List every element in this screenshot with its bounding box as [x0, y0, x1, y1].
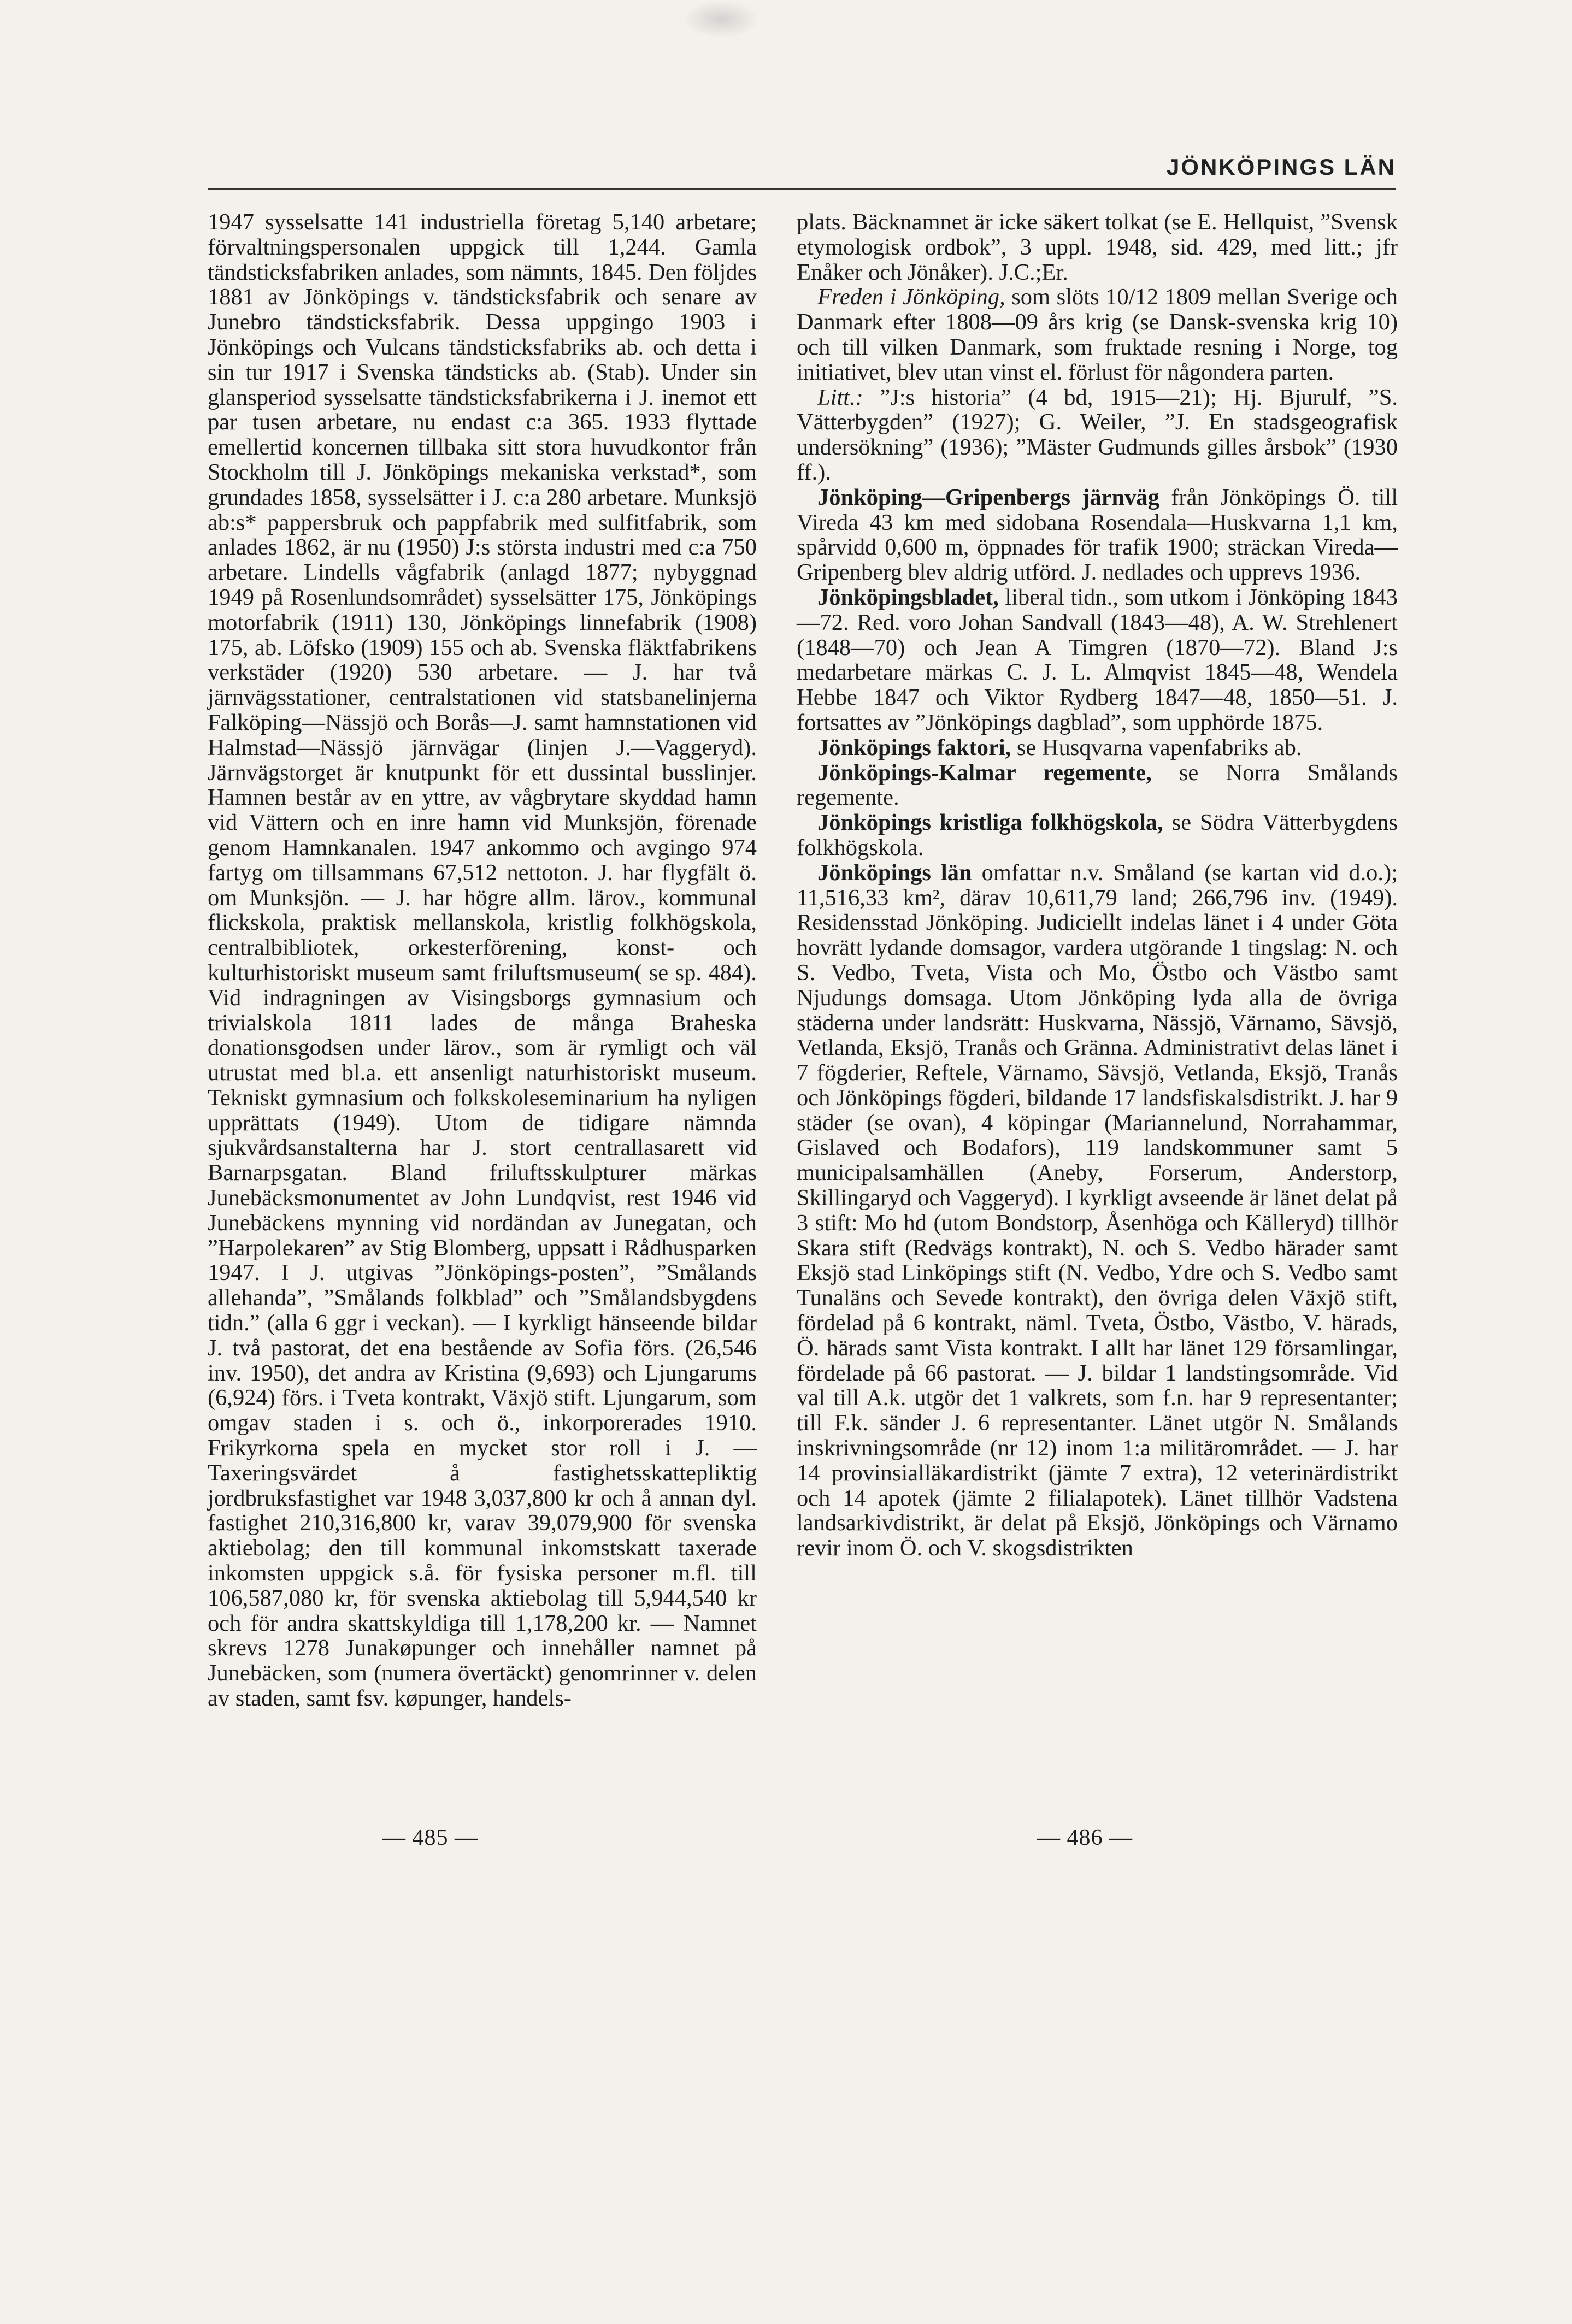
entry-term: Jönköpings kristliga folkhögskola, — [817, 810, 1163, 836]
entry-faktori — [797, 735, 1398, 760]
freden-text: som slöts 10/12 1809 mellan Sverige och Danmark efter 1808—09 års krig (se Dansk-svenska krig 10) och till vilken Danmark, som fruktade resning i Norge, tog initiativet, blev utan vinst el. förlust för någondera parten. — [797, 284, 1398, 385]
freden-paragraph — [797, 285, 1398, 385]
entry-text: omfattar n.v. Småland (se kartan vid d.o.); 11,516,33 km², därav 10,611,79 land; 266,796 inv. (1949). Residensstad Jönköping. Judiciellt indelas länet i 4 under Göta hovrätt lydande domsagor, vardera utgörande 1 tingslag: N. och S. Vedbo, Tveta, Vista och Mo, Östbo och Västbo samt Njudungs domsaga. Utom Jönköping lyda alla de övriga städerna under landsrätt: Huskvarna, Nässjö, Värnamo, Sävsjö, Vetlanda, Eksjö, Tranås och Gränna. Administrativt delas länet i 7 fögderier, Reftele, Värnamo, Sävsjö, Vetlanda, Eksjö, Tranås och Jönköpings fögderi, bildande 17 landsfiskalsdistrikt. J. har 9 städer (se ovan), 4 köpingar (Mariannelund, Norrahammar, Gislaved och Bodafors), 119 landskommuner samt 5 municipalsamhällen (Aneby, Forserum, Anderstorp, Skillingaryd och Vaggeryd). I kyrkligt avseende är länet delat på 3 stift: Mo hd (utom Bondstorp, Åsenhöga och Källeryd) tillhör Skara stift (Redvägs kontrakt), N. och S. Vedbo härader samt Eksjö stad Linköpings stift (N. Vedbo, Ydre och S. Vedbo samt Tunaläns och Sevede kontrakt), den övriga delen Växjö stift, fördelad på 6 kontrakt, näml. Tveta, Östbo, Västbo, V. härads, Ö. härads samt Vista kontrakt. I allt har länet 129 församlingar, fördelade på 66 pastorat. — J. bildar 1 landstingsområde. Vid val till A.k. utgör det 1 valkrets, som f.n. har 9 representanter; till F.k. sänder J. 6 representanter. Länet utgör N. Smålands inskrivningsområde (nr 12) inom 1:a militärområdet. — J. har 14 provinsialläkardistrikt (jämte 7 extra), 12 veterinärdistrikt och 14 apotek (jämte 2 filialapotek). Länet tillhör Vadstena landsarkivdistrikt, är delat på Eksjö, Jönköpings och Värnamo revir inom Ö. och V. skogsdistrikten — [797, 859, 1398, 1561]
left-column-paragraph: 1947 sysselsatte 141 industriella företag 5,140 arbetare; förvaltningspersonalen uppgick till 1,244. Gamla tändsticksfabriken anlades, som nämnts, 1845. Den följdes 1881 av Jönköpings v. tändsticksfabrik och senare av Junebro tändsticksfabrik. Dessa uppgingo 1903 i Jönköpings och Vulcans tändsticksfabriks ab. och detta i sin tur 1917 i Svenska tändsticks ab. (Stab). Under sin glansperiod sysselsatte tändsticksfabrikerna i J. inemot ett par tusen arbetare, nu endast c:a 365. 1933 flyttade emellertid koncernen tillbaka sitt stora huvudkontor från Stockholm till J. Jönköpings mekaniska verkstad*, som grundades 1858, sysselsätter i J. c:a 280 arbetare. Munksjö ab:s* pappersbruk och pappfabrik med sulfitfabrik, som anlades 1862, är nu (1950) J:s största industri med c:a 750 arbetare. Lindells vågfabrik (anlagd 1877; nybyggnad 1949 på Rosenlundsområdet) sysselsätter 175, Jönköpings motorfabrik (1911) 130, Jönköpings linnefabrik (1908) 175, ab. Löfsko (1909) 155 och ab. Svenska fläktfabrikens verkstäder (1920) 530 arbetare. — J. har två järnvägsstationer, centralstationen vid statsbanelinjerna Falköping—Nässjö och Borås—J. samt hamnstationen vid Halmstad—Nässjö järnvägar (linjen J.—Vaggeryd). Järnvägstorget är knutpunkt för ett dussintal busslinjer. Hamnen består av en yttre, av vågbrytare skyddad hamn vid Vättern och en inre hamn vid Munksjön, förenade genom Hamnkanalen. 1947 ankommo och avgingo 974 fartyg om tillsammans 67,512 nettoton. J. har flygfält ö. om Munksjön. — J. har högre allm. lärov., kommunal flickskola, praktisk mellanskola, kristlig folkhögskola, centralbibliotek, orkesterförening, konst- och kulturhistoriskt museum samt friluftsmuseum( se sp. 484). Vid indragningen av Visingsborgs gymnasium och trivialskola 1811 lades de många Braheska donationsgodsen under lärov., som är rymligt och väl utrustat med bl.a. ett ansenligt naturhistoriskt museum. Tekniskt gymnasium och folkskoleseminarium ha nyligen upprättats (1949). Utom de tidigare nämnda sjukvårdsanstalterna har J. stort centrallasarett vid Barnarpsgatan. Bland friluftsskulpturer märkas Junebäcksmonumentet av John Lundqvist, rest 1946 vid Junebäckens mynning vid nordändan av Junegatan, och ”Harpolekaren” av Stig Blomberg, uppsatt i Rådhusparken 1947. I J. utgivas ”Jönköpings-posten”, ”Smålands allehanda”, ”Smålands folkblad” och ”Smålandsbygdens tidn.” (alla 6 ggr i veckan). — I kyrkligt hänseende bildar J. två pastorat, det ena bestående av Sofia förs. (26,546 inv. 1950), det andra av Kristina (9,693) och Ljungarums (6,924) förs. i Tveta kontrakt, Växjö stift. Ljungarum, som omgav staden i s. och ö., inkorporerades 1910. Frikyrkorna spela en mycket stor roll i J. — Taxeringsvärdet å fastighetsskattepliktig jordbruksfastighet var 1948 3,037,800 kr och å annan dyl. fastighet 210,316,800 kr, varav 39,079,900 för svenska aktiebolag; den till kommunal inkomstskatt taxerade inkomsten uppgick s.å. för fysiska personer m.fl. till 106,587,080 kr, för svenska aktiebolag till 5,944,540 kr och för andra skattskyldiga till 1,178,200 kr. — Namnet skrevs 1278 Junakøpunger och innehåller namnet på Junebäcken, som (numera övertäckt) genomrinner v. delen av staden, samt fsv. køpunger, handels- — [208, 209, 757, 1712]
entry-term: Jönköpings faktori, — [817, 734, 1011, 760]
entry-text: se Norra Smålands regemente. — [797, 759, 1398, 811]
page-number-left: — 485 — — [382, 1825, 478, 1850]
scan-smudge — [683, 0, 759, 38]
literature-text: ”J:s historia” (4 bd, 1915—21); Hj. Bjurulf, ”S. Vätterbygden” (1927); G. Weiler, ”J. En stadsgeografisk undersökning” (1936); ”Mäster Gudmunds gilles årsbok” (1930 ff.). — [797, 384, 1398, 485]
entry-folkhogskola — [797, 810, 1398, 860]
entry-kalmar-regemente — [797, 760, 1398, 811]
left-column — [208, 210, 757, 1711]
entry-text: se Södra Vätterbygdens folkhögskola. — [797, 810, 1398, 860]
right-column — [797, 210, 1398, 1561]
literature-label: Litt.: — [817, 384, 863, 410]
freden-term: Freden i Jönköping, — [817, 284, 1005, 310]
entry-jonkopings-lan — [797, 860, 1398, 1561]
entry-term: Jönköping—Gripenbergs järnväg — [817, 484, 1159, 510]
continuation-paragraph: plats. Bäcknamnet är icke säkert tolkat (se E. Hellquist, ”Svensk etymologisk ordbok”, 3 uppl. 1948, sid. 429, med litt.; jfr Enåker och Jönåker). J.C.;Er. — [797, 209, 1398, 285]
page-number-right: — 486 — — [1037, 1825, 1133, 1850]
header-rule — [208, 188, 1396, 190]
entry-jonkopingsbladet — [797, 585, 1398, 735]
entry-text: se Husqvarna vapenfabriks ab. — [1016, 734, 1302, 760]
running-header: JÖNKÖPINGS LÄN — [1166, 154, 1396, 180]
entry-term: Jönköpingsbladet, — [817, 584, 999, 610]
entry-gripenberg — [797, 485, 1398, 585]
entry-text: från Jönköpings Ö. till Vireda 43 km med sidobana Rosendala—Huskvarna 1,1 km, spårvidd 0,600 m, öppnades för trafik 1900; sträckan Vireda—Gripenberg blev aldrig utförd. J. nedlades och upprevs 1936. — [797, 484, 1398, 586]
entry-text: liberal tidn., som utkom i Jönköping 1843—72. Red. voro Johan Sandvall (1843—48), A. W. Strehlenert (1848—70) och Jean A Timgren (1870—72). Bland J:s medarbetare märkas C. J. L. Almqvist 1845—48, Wendela Hebbe 1847 och Viktor Rydberg 1847—48, 1850—51. J. fortsattes av ”Jönköpings dagblad”, som upphörde 1875. — [797, 584, 1398, 735]
entry-term: Jönköpings län — [817, 859, 972, 886]
entry-term: Jönköpings-Kalmar regemente, — [817, 759, 1152, 786]
literature-paragraph — [797, 385, 1398, 485]
